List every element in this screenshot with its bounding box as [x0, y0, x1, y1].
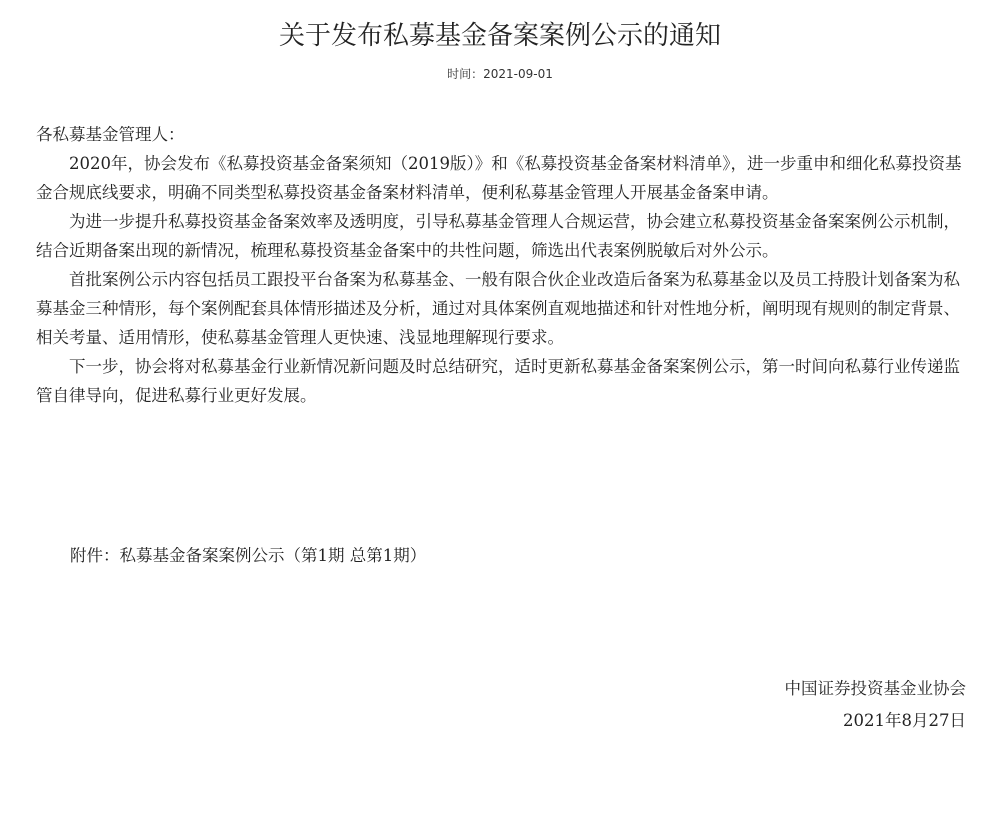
body-paragraph: 下一步，协会将对私募基金行业新情况新问题及时总结研究，适时更新私募基金备案案例公示，第一时间向私募行业传递监管自律导向，促进私募行业更好发展。 — [36, 357, 960, 405]
notice-title: 关于发布私募基金备案案例公示的通知 — [278, 21, 721, 51]
greeting: 各私募基金管理人： — [36, 125, 185, 144]
publish-time — [0, 66, 1000, 82]
signature-organization: 中国证券投资基金业协会 — [784, 679, 966, 698]
notice-body — [36, 120, 964, 410]
body-paragraph: 首批案例公示内容包括员工跟投平台备案为私募基金、一般有限合伙企业改造后备案为私募基金以及员工持股计划备案为私募基金三种情形，每个案例配套具体情形描述及分析，通过对具体案例直观地描述和针对性地分析，阐明现有规则的制定背景、相关考量、适用情形，使私募基金管理人更快速、浅显地理解现行要求。 — [36, 270, 960, 347]
signature-date: 2021年8月27日 — [843, 711, 966, 730]
signature-block — [785, 673, 967, 737]
body-paragraph: 2020年，协会发布《私募投资基金备案须知（2019版）》和《私募投资基金备案材料清单》，进一步重申和细化私募投资基金合规底线要求，明确不同类型私募投资基金备案材料清单，便利私募基金管理人开展基金备案申请。 — [36, 154, 962, 202]
publish-time-label: 时间： — [447, 67, 484, 81]
body-paragraph: 为进一步提升私募投资基金备案效率及透明度，引导私募基金管理人合规运营，协会建立私募投资基金备案案例公示机制，结合近期备案出现的新情况，梳理私募投资基金备案中的共性问题，筛选出代表案例脱敏后对外公示。 — [36, 212, 960, 260]
attachment-link[interactable]: 附件：私募基金备案案例公示（第1期 总第1期） — [70, 546, 427, 565]
publish-time-value: 2021-09-01 — [483, 67, 553, 81]
